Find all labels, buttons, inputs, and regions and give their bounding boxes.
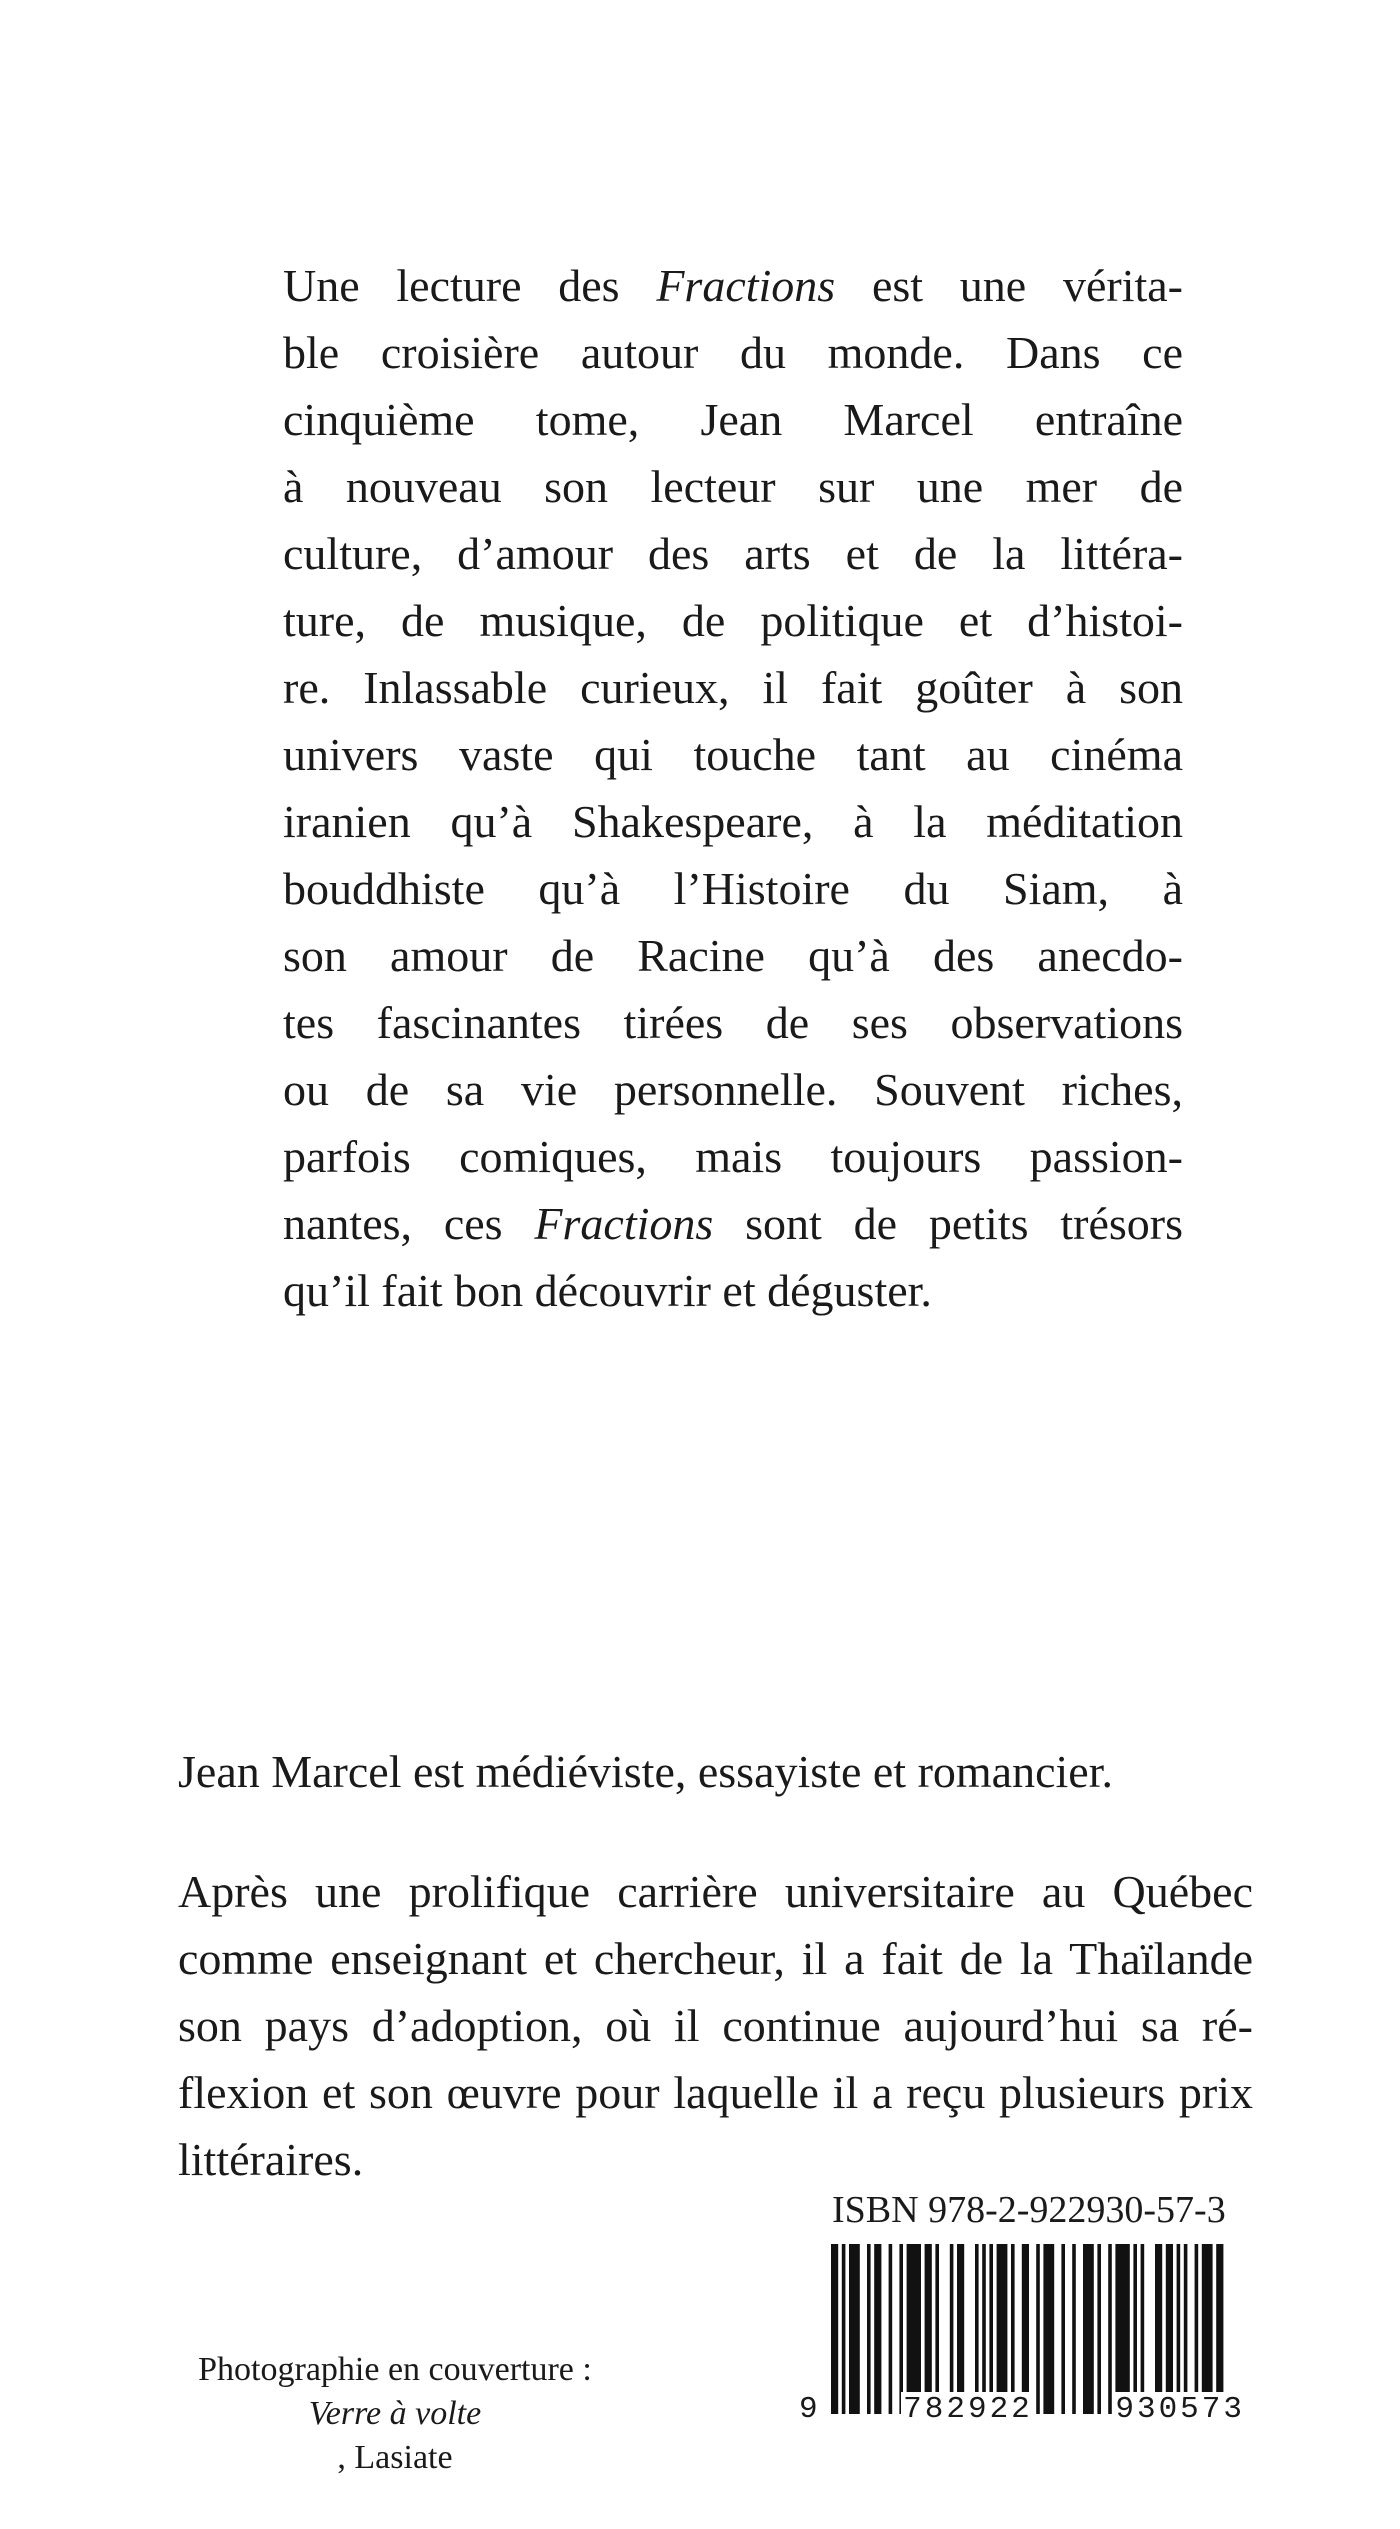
barcode-bar — [957, 2244, 964, 2414]
barcode-bar — [867, 2244, 871, 2414]
isbn-label: ISBN 978-2-922930-57-3 — [832, 2189, 1226, 2231]
barcode-bar — [1141, 2244, 1145, 2414]
barcode-bar — [925, 2244, 932, 2414]
barcode-bar — [842, 2244, 846, 2414]
author-bio-paragraph — [178, 1858, 1253, 2193]
bio-line: Après une prolifique carrière universitaire au Québec — [178, 1866, 1253, 1917]
barcode-bar — [1177, 2244, 1181, 2414]
barcode-bar — [899, 2244, 903, 2414]
barcode-bar — [1022, 2244, 1029, 2414]
barcode-bar — [1155, 2244, 1162, 2414]
barcode-bar — [1195, 2244, 1199, 2414]
blurb-line: ble croisière autour du monde. Dans ce — [283, 327, 1183, 378]
blurb-line: culture, d’amour des arts et de la littéra- — [283, 528, 1183, 579]
blurb-line: son amour de Racine qu’à des anecdo- — [283, 930, 1183, 981]
barcode-bar — [1216, 2244, 1223, 2414]
barcode-bar — [1043, 2244, 1054, 2414]
barcode-bar — [874, 2244, 881, 2414]
barcode-bar — [935, 2244, 939, 2414]
barcode-bar — [849, 2244, 860, 2414]
blurb-line: univers vaste qui touche tant au cinéma — [283, 729, 1183, 780]
barcode-bar — [1036, 2244, 1040, 2414]
barcode-bar — [1184, 2244, 1188, 2414]
blurb-line: qu’il fait bon découvrir et déguster. — [283, 1265, 932, 1316]
barcode-bar — [1061, 2244, 1065, 2414]
barcode-bar — [1108, 2244, 1112, 2414]
barcode-bar — [989, 2244, 993, 2414]
blurb-line: re. Inlassable curieux, il fait goûter à son — [283, 662, 1183, 713]
barcode-bar — [1133, 2244, 1137, 2414]
credit-heading: Photographie en couverture : — [198, 2351, 592, 2388]
barcode-bar — [907, 2244, 921, 2414]
barcode-bar — [1202, 2244, 1213, 2414]
barcode-bar — [975, 2244, 979, 2414]
blurb-line: Une lecture des Fractions est une vérita- — [283, 260, 1184, 311]
credit-work: Verre à volte , Lasiate — [308, 2395, 482, 2476]
barcode-bar — [831, 2244, 838, 2414]
barcode-digit-group: 9 — [799, 2392, 821, 2427]
author-bio-intro: Jean Marcel est médiéviste, essayiste et romancier. — [178, 1746, 1113, 1797]
barcode-bar — [982, 2244, 986, 2414]
bio-line: flexion et son œuvre pour laquelle il a reçu plusieurs prix — [178, 2067, 1253, 2118]
blurb-line: ture, de musique, de politique et d’histoi- — [283, 595, 1183, 646]
barcode-bar — [889, 2244, 893, 2414]
barcode-bar — [950, 2244, 954, 2414]
book-title-italic: Fractions — [534, 1198, 714, 1249]
book-title-italic: Fractions — [656, 260, 836, 311]
blurb-line: à nouveau son lecteur sur une mer de — [283, 461, 1183, 512]
barcode-bar — [1097, 2244, 1101, 2414]
cover-photo-credit — [160, 2348, 630, 2480]
barcode-bar — [1115, 2244, 1129, 2414]
blurb-line: bouddhiste qu’à l’Histoire du Siam, à — [283, 863, 1183, 914]
barcode-digits — [797, 2392, 1247, 2428]
barcode-digit-group: 782922 — [903, 2392, 1033, 2427]
barcode-bar — [1083, 2244, 1094, 2414]
blurb-line: tes fascinantes tirées de ses observations — [283, 997, 1183, 1048]
blurb-line: iranien qu’à Shakespeare, à la méditation — [283, 796, 1183, 847]
blurb-line: ou de sa vie personnelle. Souvent riches, — [283, 1064, 1183, 1115]
barcode-bar — [997, 2244, 1008, 2414]
artwork-title-italic: Verre à volte — [308, 2395, 482, 2432]
barcode-bar — [1166, 2244, 1173, 2414]
back-cover-blurb — [283, 252, 1183, 1324]
barcode-bar — [1072, 2244, 1076, 2414]
blurb-line: nantes, ces Fractions sont de petits trésors — [283, 1198, 1183, 1249]
bio-line: son pays d’adoption, où il continue aujourd’hui sa ré- — [178, 2000, 1253, 2051]
barcode-digit-group: 930573 — [1115, 2392, 1245, 2427]
bio-line: littéraires. — [178, 2134, 364, 2185]
blurb-line: cinquième tome, Jean Marcel entraîne — [283, 394, 1183, 445]
bio-line: comme enseignant et chercheur, il a fait de la Thaïlande — [178, 1933, 1253, 1984]
barcode-bar — [1011, 2244, 1015, 2414]
blurb-line: parfois comiques, mais toujours passion- — [283, 1131, 1183, 1182]
